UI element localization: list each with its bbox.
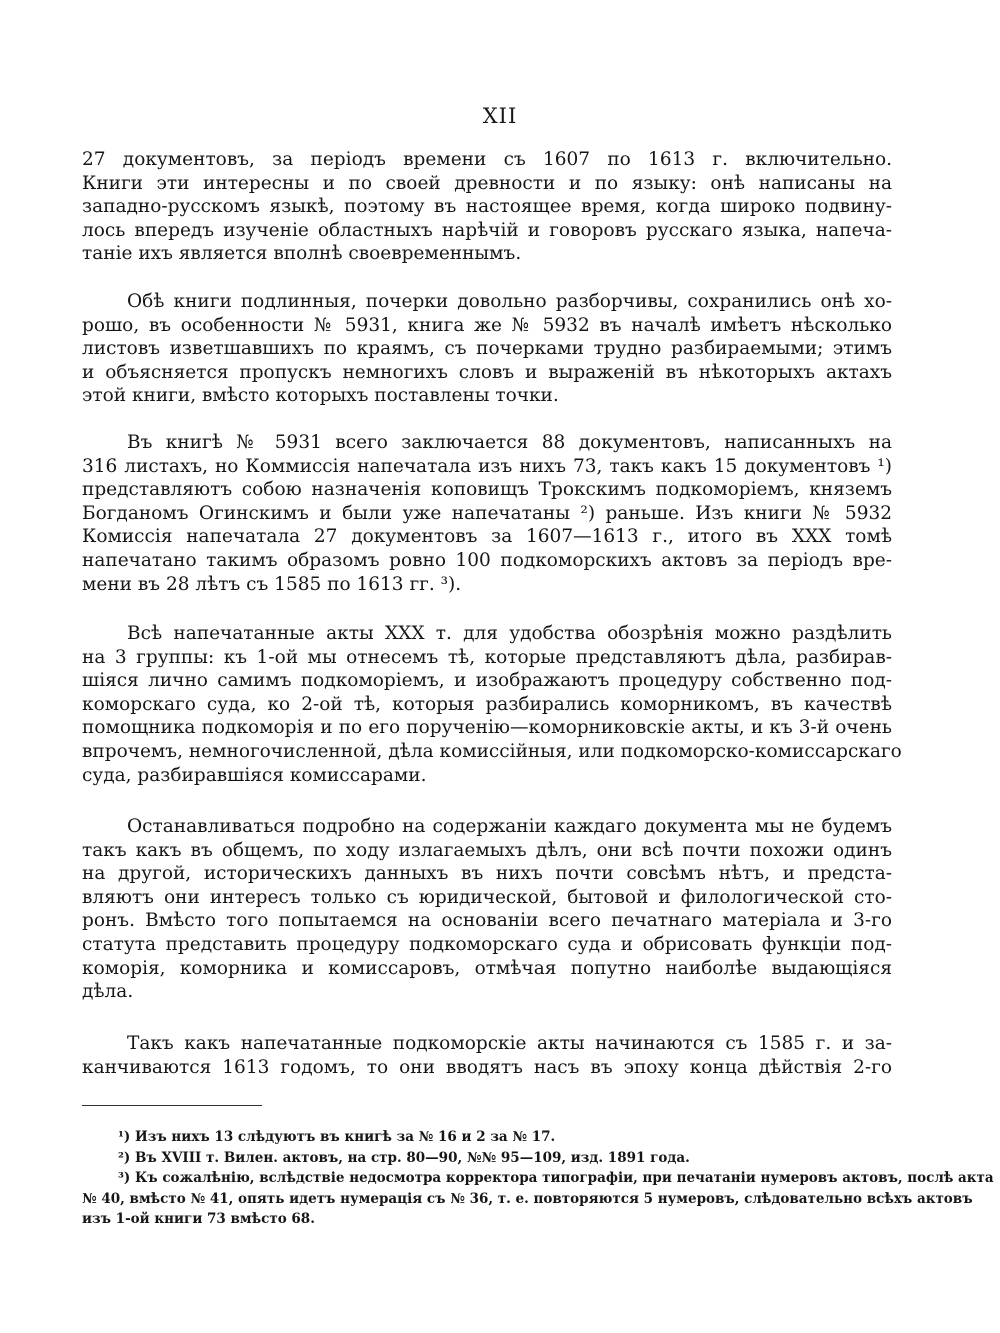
text-line: мени въ 28 лѣтъ съ 1585 по 1613 гг. ³). (82, 573, 462, 595)
text-line: таніе ихъ является вполнѣ своевременнымъ. (82, 243, 522, 265)
text-line: напечатано такимъ образомъ ровно 100 подкоморскихъ актовъ за періодъ вре- (82, 549, 892, 571)
paragraph-1 (82, 148, 892, 266)
footnote-divider (82, 1105, 262, 1106)
text-line: Въ книгѣ № 5931 всего заключается 88 документовъ, написанныхъ на (127, 432, 892, 453)
paragraph-4 (82, 622, 902, 787)
text-line: лось впередъ изученіе областныхъ нарѣчій и говоровъ русскаго языка, напеча- (82, 219, 892, 241)
paragraph-6 (82, 1032, 892, 1079)
text-line: суда, разбиравшіяся комиссарами. (82, 764, 427, 786)
footnote-2: ²) Въ XVIII т. Вилен. актовъ, на стр. 80—90, №№ 95—109, изд. 1891 года. (118, 1149, 690, 1166)
text-line: помощника подкоморія и по его порученію—коморниковскіе акты, и къ 3-й очень (82, 717, 892, 739)
text-line: Останавливаться подробно на содержаніи каждаго документа мы не будемъ (127, 816, 892, 837)
text-line: коморскаго суда, ко 2-ой тѣ, которыя разбирались коморникомъ, въ качествѣ (82, 693, 892, 715)
text-line: представляютъ собою назначенія коповищъ Трокскимъ подкоморіемъ, княземъ (82, 479, 892, 501)
footnote-3-end: изъ 1-ой книги 73 вмѣсто 68. (82, 1211, 315, 1227)
text-line: рошо, въ особенности № 5931, книга же № 5932 въ началѣ имѣетъ нѣсколько (82, 314, 892, 336)
text-line: этой книги, вмѣсто которыхъ поставлены точки. (82, 385, 559, 407)
paragraph-3 (82, 431, 892, 596)
footnote-1: ¹) Изъ нихъ 13 слѣдуютъ въ книгѣ за № 16 и 2 за № 17. (118, 1129, 556, 1145)
footnote-3: ³) Къ сожалѣнію, вслѣдствіе недосмотра корректора типографіи, при печатаніи нумеровъ актовъ, послѣ акта (118, 1170, 994, 1186)
text-line: 27 документовъ, за періодъ времени съ 1607 по 1613 г. включительно. (82, 149, 892, 170)
text-line: 316 листахъ, но Коммиссія напечатала изъ нихъ 73, такъ какъ 15 документовъ ¹) (82, 455, 892, 477)
footnotes (82, 1127, 994, 1230)
text-line: листовъ изветшавшихъ по краямъ, съ почерками трудно разбираемыми; этимъ (82, 338, 892, 360)
text-line: Такъ какъ напечатанные подкоморскіе акты начинаются съ 1585 г. и за- (127, 1033, 892, 1054)
text-line: статута представить процедуру подкоморскаго суда и обрисовать функціи под- (82, 933, 892, 955)
text-line: Книги эти интересны и по своей древности и по языку: онѣ написаны на (82, 172, 892, 194)
text-line: и объясняется пропускъ немногихъ словъ и выраженій въ нѣкоторыхъ актахъ (82, 361, 892, 383)
paragraph-2 (82, 290, 892, 408)
text-line: на 3 группы: къ 1-ой мы отнесемъ тѣ, которые представляютъ дѣла, разбирав- (82, 646, 892, 668)
text-line: на другой, историческихъ данныхъ въ нихъ почти совсѣмъ нѣтъ, и предста- (82, 863, 892, 885)
text-line: Комиссія напечатала 27 документовъ за 1607—1613 г., итого въ XXX томѣ (82, 526, 892, 548)
footnote-3-cont: № 40, вмѣсто № 41, опять идетъ нумерація съ № 36, т. е. повторяются 5 нумеровъ, слѣдовательно всѣхъ актовъ (82, 1190, 973, 1207)
text-line: западно-русскомъ языкѣ, поэтому въ настоящее время, когда широко подвину- (82, 196, 892, 218)
text-line: шіяся лично самимъ подкоморіемъ, и изображаютъ процедуру собственно под- (82, 670, 892, 692)
text-line: канчиваются 1613 годомъ, то они вводятъ насъ въ эпоху конца дѣйствія 2-го (82, 1056, 892, 1078)
text-line: Обѣ книги подлинныя, почерки довольно разборчивы, сохранились онѣ хо- (127, 291, 892, 312)
paragraph-5 (82, 815, 892, 1004)
text-line: коморія, коморника и комиссаровъ, отмѣчая попутно наиболѣе выдающіяся (82, 957, 892, 979)
text-line: впрочемъ, немногочисленной, дѣла комиссійныя, или подкоморско-комиссарскаго (82, 740, 902, 762)
text-line: дѣла. (82, 981, 134, 1003)
page-number: XII (482, 104, 518, 128)
text-line: вляютъ они интересъ только съ юридической, бытовой и филологической сто- (82, 886, 892, 908)
text-line: Всѣ напечатанные акты XXX т. для удобства обозрѣнія можно раздѣлить (127, 623, 892, 644)
text-line: ронъ. Вмѣсто того попытаемся на основаніи всего печатнаго матеріала и 3-го (82, 910, 892, 932)
text-line: Богданомъ Огинскимъ и были уже напечатаны ²) раньше. Изъ книги № 5932 (82, 502, 892, 524)
text-line: такъ какъ въ общемъ, по ходу излагаемыхъ дѣлъ, они всѣ почти похожи одинъ (82, 839, 892, 861)
